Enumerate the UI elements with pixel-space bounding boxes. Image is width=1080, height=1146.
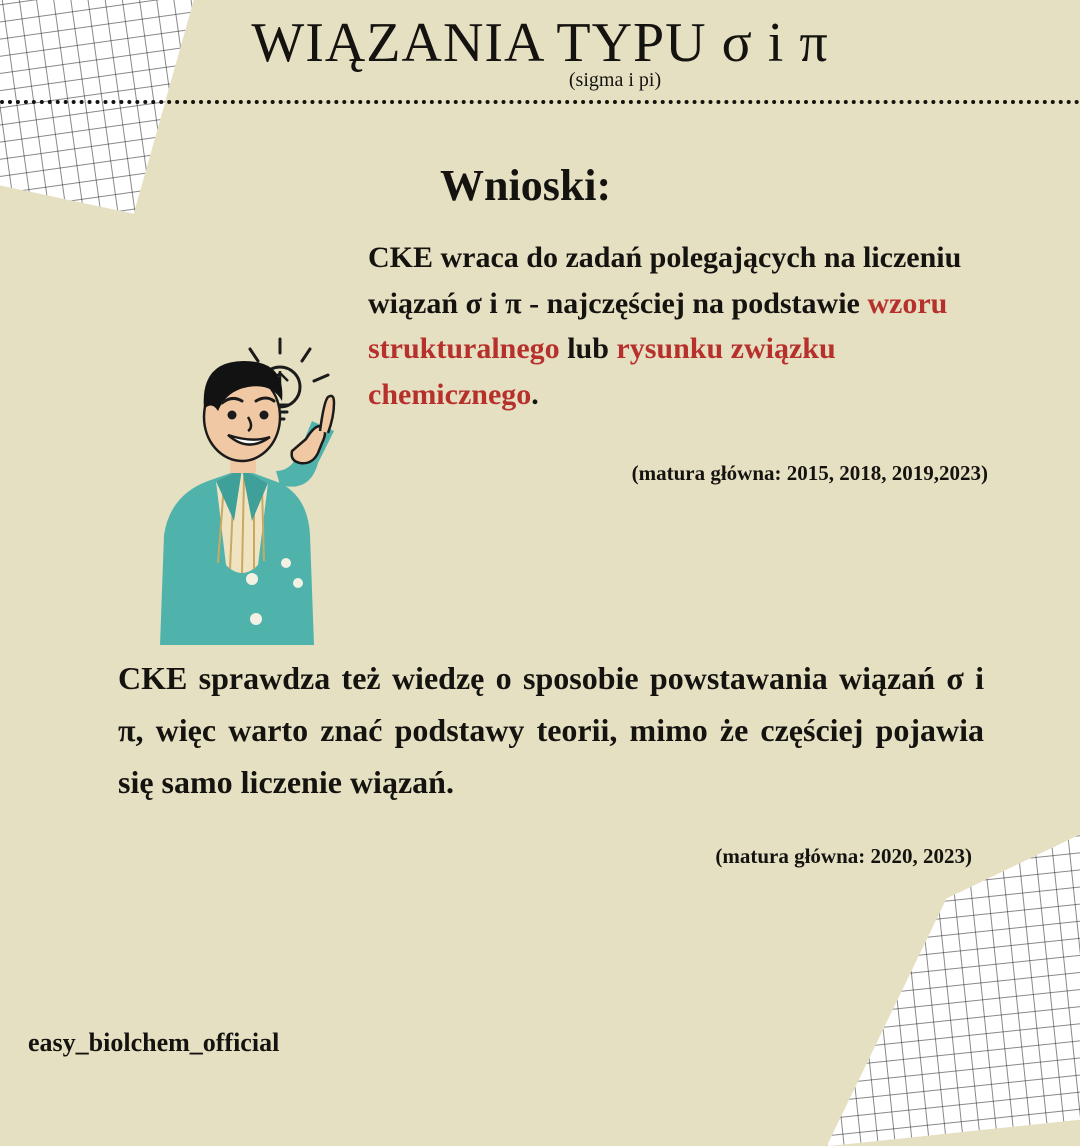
- conclusion-block-one: [0, 235, 1080, 535]
- conclusion-block-two: [0, 653, 1080, 869]
- header: [0, 0, 1080, 104]
- dotted-divider: [0, 100, 1080, 104]
- paragraph-one: [368, 235, 992, 417]
- page-title: WIĄZANIA TYPU σ i π: [251, 12, 829, 74]
- account-handle: easy_biolchem_official: [28, 1028, 280, 1057]
- paragraph-two: CKE sprawdza też wiedzę o sposobie powstawania wiązań σ i π, więc warto znać podstawy teorii, mimo że częściej pojawia się samo liczenie wiązań.: [118, 660, 984, 800]
- paragraph-one-part3: .: [531, 377, 539, 411]
- section-heading: Wnioski:: [440, 161, 612, 210]
- man-with-idea-lightbulb-icon: [130, 335, 360, 655]
- paragraph-one-highlight2: rysunku związku chemicznego: [368, 332, 836, 411]
- paragraph-one-part1: CKE wraca do zadań polegających na liczeniu wiązań σ i π - najczęściej na podstawie: [368, 241, 962, 320]
- title-row: [0, 0, 1080, 73]
- paragraph-one-part2: lub: [559, 332, 617, 366]
- source-note-two: (matura główna: 2020, 2023): [715, 844, 972, 869]
- main-content: [0, 130, 1080, 869]
- source-note-one: (matura główna: 2015, 2018, 2019,2023): [631, 461, 988, 486]
- page-subtitle: (sigma i pi): [568, 68, 662, 91]
- paragraph-one-highlight1: wzoru strukturalnego: [368, 286, 948, 366]
